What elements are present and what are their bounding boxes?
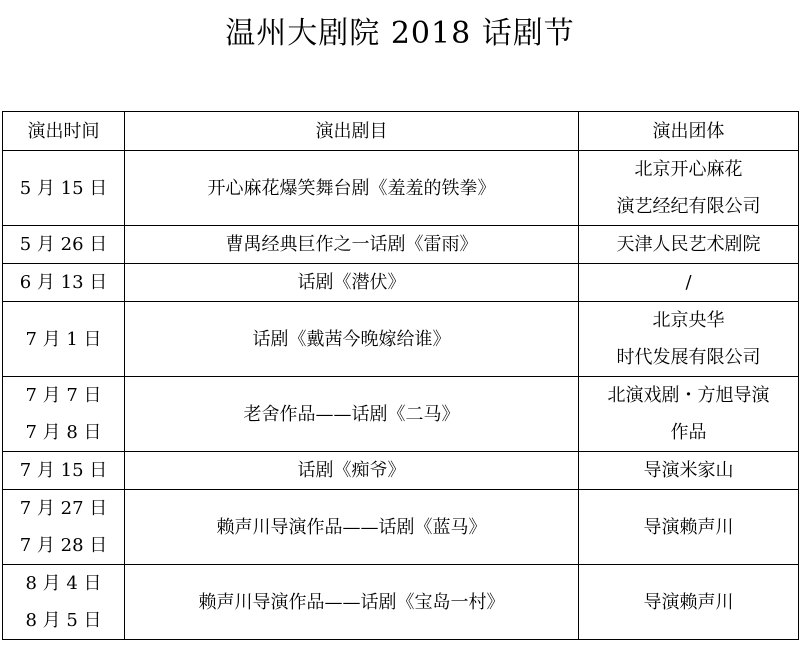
schedule-table bbox=[2, 111, 799, 640]
troupe-line: 北京开心麻花 bbox=[634, 159, 743, 180]
time-line: 6 月 13 日 bbox=[19, 272, 108, 293]
troupe-line: 作品 bbox=[670, 422, 707, 443]
time-line: 7 月 15 日 bbox=[19, 460, 108, 481]
troupe-line: 导演米家山 bbox=[643, 460, 734, 481]
table-row bbox=[3, 226, 799, 264]
cell-troupe bbox=[579, 264, 799, 302]
cell-play: 老舍作品——话剧《二马》 bbox=[125, 377, 579, 452]
troupe-line: 北演戏剧・方旭导演 bbox=[607, 385, 770, 406]
time-line: 7 月 8 日 bbox=[25, 422, 102, 443]
cell-time bbox=[3, 264, 125, 302]
cell-play: 话剧《戴茜今晚嫁给谁》 bbox=[125, 302, 579, 377]
troupe-line: 导演赖声川 bbox=[643, 591, 734, 613]
cell-troupe bbox=[579, 565, 799, 640]
troupe-line: / bbox=[685, 272, 692, 293]
cell-troupe bbox=[579, 490, 799, 565]
cell-play: 开心麻花爆笑舞台剧《羞羞的铁拳》 bbox=[125, 151, 579, 226]
header-play: 演出剧目 bbox=[125, 112, 579, 151]
time-line: 7 月 28 日 bbox=[19, 535, 108, 556]
time-line: 8 月 4 日 bbox=[25, 573, 102, 594]
time-line: 8 月 5 日 bbox=[25, 610, 102, 631]
troupe-line: 北京央华 bbox=[652, 310, 725, 331]
cell-troupe bbox=[579, 302, 799, 377]
troupe-line: 导演赖声川 bbox=[643, 516, 734, 538]
table-row bbox=[3, 264, 799, 302]
table-row bbox=[3, 490, 799, 565]
cell-time bbox=[3, 452, 125, 490]
cell-play: 曹禺经典巨作之一话剧《雷雨》 bbox=[125, 226, 579, 264]
cell-time bbox=[3, 490, 125, 565]
cell-time bbox=[3, 302, 125, 377]
troupe-line: 演艺经纪有限公司 bbox=[616, 196, 761, 217]
cell-play: 赖声川导演作品——话剧《宝岛一村》 bbox=[125, 565, 579, 640]
cell-time bbox=[3, 226, 125, 264]
table-row bbox=[3, 302, 799, 377]
time-line: 7 月 1 日 bbox=[25, 328, 102, 350]
time-line: 7 月 27 日 bbox=[19, 498, 108, 519]
table-header-row bbox=[3, 112, 799, 151]
time-line: 5 月 26 日 bbox=[19, 234, 108, 255]
cell-troupe bbox=[579, 226, 799, 264]
table-row bbox=[3, 151, 799, 226]
cell-troupe bbox=[579, 151, 799, 226]
time-line: 5 月 15 日 bbox=[19, 177, 108, 199]
cell-time bbox=[3, 377, 125, 452]
cell-troupe bbox=[579, 452, 799, 490]
table-row bbox=[3, 565, 799, 640]
cell-troupe bbox=[579, 377, 799, 452]
time-line: 7 月 7 日 bbox=[25, 385, 102, 406]
page-title: 温州大剧院 2018 话剧节 bbox=[225, 16, 575, 51]
cell-play: 话剧《痴爷》 bbox=[125, 452, 579, 490]
header-time: 演出时间 bbox=[3, 112, 125, 151]
troupe-line: 天津人民艺术剧院 bbox=[616, 234, 761, 255]
table-row bbox=[3, 377, 799, 452]
cell-play: 话剧《潜伏》 bbox=[125, 264, 579, 302]
table-row bbox=[3, 452, 799, 490]
header-troupe: 演出团体 bbox=[579, 112, 799, 151]
cell-play: 赖声川导演作品——话剧《蓝马》 bbox=[125, 490, 579, 565]
cell-time bbox=[3, 151, 125, 226]
cell-time bbox=[3, 565, 125, 640]
troupe-line: 时代发展有限公司 bbox=[616, 347, 761, 368]
